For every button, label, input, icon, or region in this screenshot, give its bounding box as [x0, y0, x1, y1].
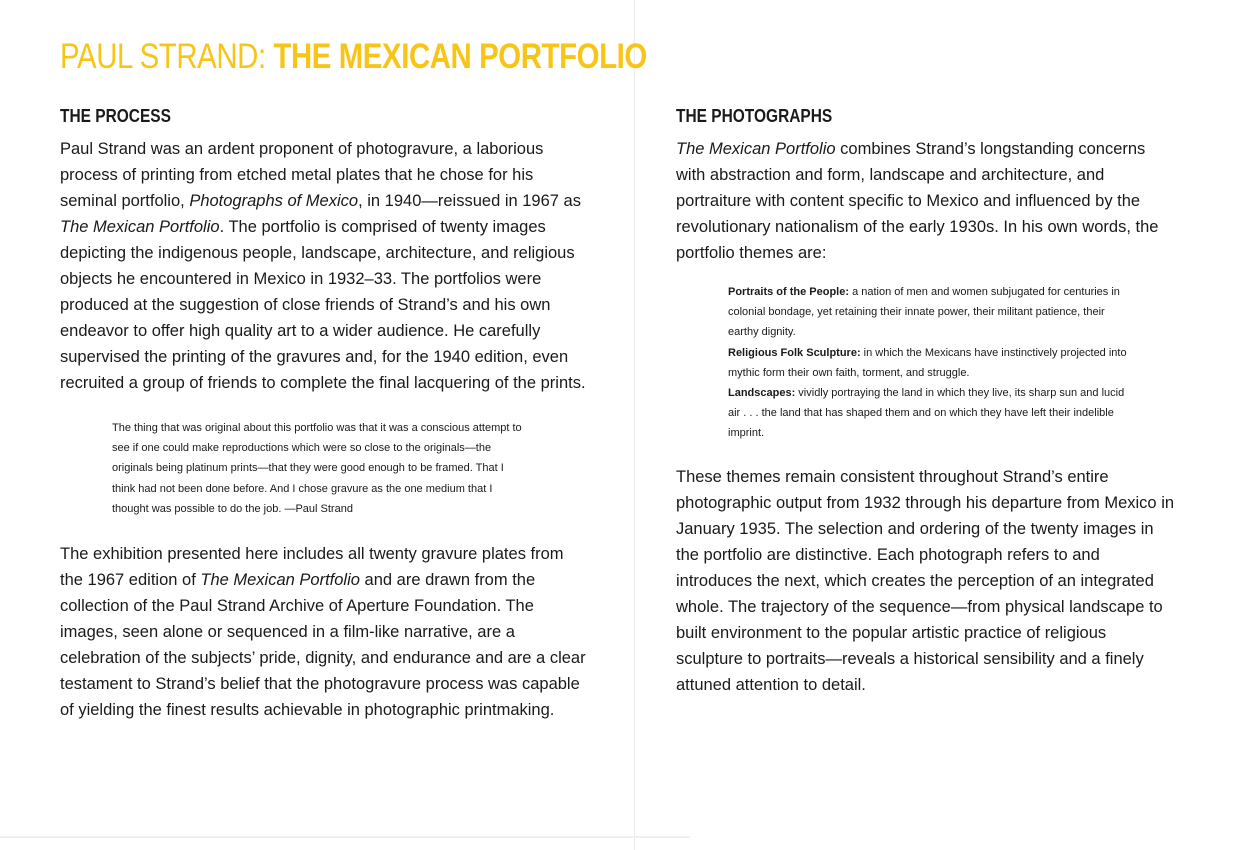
page-bottom-edge	[0, 836, 690, 838]
theme-text: vividly portraying the land in which they live, its sharp sun and lucid air . . . the land that has shaped them and on which they have left their indelible imprint.	[728, 387, 1125, 440]
process-text-1: Paul Strand was an ardent proponent of photogravure, a laborious process of printing from etched metal plates that he chose for his seminal portfolio,	[60, 140, 544, 210]
exhibition-paragraph	[60, 541, 590, 723]
theme-item	[728, 383, 1128, 444]
left-column-process	[60, 104, 590, 723]
title-light-part: PAUL STRAND:	[60, 37, 274, 76]
title-bold-part: THE MEXICAN PORTFOLIO	[273, 37, 647, 76]
process-italic-title-2: The Mexican Portfolio	[60, 218, 220, 236]
photographs-text: combines Strand’s longstanding concerns with abstraction and form, landscape and architecture, and portraiture with content specific to Mexico and influenced by the revolutionary nationalism of the early 1930s. In his own words, the portfolio themes are:	[676, 140, 1159, 262]
themes-consistency-paragraph: These themes remain consistent throughout Strand’s entire photographic output from 1932 through his departure from Mexico in January 1935. The selection and ordering of the twenty images in the portfolio are distinctive. Each photograph refers to and introduces the next, which creates the perception of an integrated whole. The trajectory of the sequence—from physical landscape to built environment to the popular artistic practice of religious sculpture to portraits—reveals a historical sensibility and a finely attuned attention to detail.	[676, 467, 1175, 694]
process-paragraph	[60, 136, 590, 396]
process-italic-title-1: Photographs of Mexico	[189, 192, 359, 210]
strand-quote: The thing that was original about this portfolio was that it was a conscious attempt to see if one could make reproductions which were so close to the originals—the originals being platinum prints—that they were good enough to be framed. That I think had not been done before. And I chose gravure as the one medium that I thought was possible to do the job. —Paul Strand	[112, 422, 522, 515]
photographs-italic-title: The Mexican Portfolio	[676, 140, 836, 158]
photographs-heading: THE PHOTOGRAPHS	[676, 106, 833, 126]
theme-item	[728, 343, 1128, 383]
page-fold-line	[634, 0, 635, 850]
exhibition-text-2: and are drawn from the collection of the Paul Strand Archive of Aperture Foundation. The images, seen alone or sequenced in a film-like narrative, are a celebration of the subjects’ pride, dignity, and endurance and are a clear testament to Strand’s belief that the photogravure process was capable of yielding the finest results achievable in photographic printmaking.	[60, 571, 586, 720]
theme-item	[728, 282, 1128, 343]
page-title	[60, 34, 647, 80]
theme-label: Religious Folk Sculpture:	[728, 346, 861, 359]
theme-text: in which the Mexicans have instinctively projected into mythic form their own faith, torment, and struggle.	[728, 346, 1127, 379]
portfolio-themes	[728, 282, 1128, 444]
process-heading: THE PROCESS	[60, 106, 171, 126]
exhibition-italic-title: The Mexican Portfolio	[200, 571, 360, 590]
process-text-2: , in 1940—reissued in 1967 as	[358, 192, 581, 210]
theme-label: Landscapes:	[728, 387, 796, 400]
theme-text: a nation of men and women subjugated for centuries in colonial bondage, yet retaining their innate power, their militant patience, their earthy dignity.	[728, 286, 1120, 339]
right-column-photographs	[676, 104, 1176, 698]
process-text-3: . The portfolio is comprised of twenty images depicting the indigenous people, landscape, architecture, and religious objects he encountered in Mexico in 1932–33. The portfolios were produced at the suggestion of close friends of Strand’s and his own endeavor to offer high quality art to a wider audience. He carefully supervised the printing of the gravures and, for the 1940 edition, even recruited a group of friends to complete the final lacquering of the prints.	[60, 218, 586, 392]
photographs-paragraph	[676, 136, 1176, 266]
theme-label: Portraits of the People:	[728, 286, 850, 298]
exhibition-text-1: The exhibition presented here includes all twenty gravure plates from the 1967 edition of	[60, 545, 564, 590]
